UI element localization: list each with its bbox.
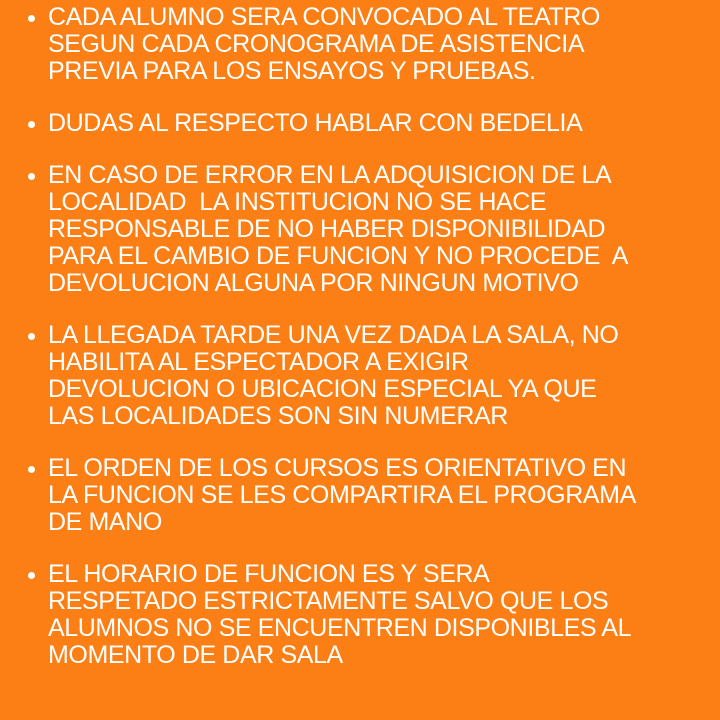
rule-text: EL ORDEN DE LOS CURSOS ES ORIENTATIVO EN LA FUNCION SE LES COMPARTIRA EL PROGRAMA DE MANO: [48, 454, 636, 536]
bullet-icon: [28, 173, 35, 180]
bullet-icon: [28, 15, 35, 22]
rule-item-llegada-tarde: [0, 322, 720, 430]
bullet-icon: [28, 572, 35, 579]
rule-text: CADA ALUMNO SERA CONVOCADO AL TEATRO SEGUN CADA CRONOGRAMA DE ASISTENCIA PREVIA PARA LOS ENSAYOS Y PRUEBAS.: [48, 3, 600, 85]
rule-text: EN CASO DE ERROR EN LA ADQUISICION DE LA LOCALIDAD LA INSTITUCION NO SE HACE RESPONSABLE DE NO HABER DISPONIBILIDAD PARA EL CAMBIO DE FUNCION Y NO PROCEDE A DEVOLUCION ALGUNA POR NINGUN MOTIVO: [48, 161, 629, 297]
rule-item-dudas: [0, 110, 720, 137]
rules-list: [0, 4, 720, 694]
bullet-icon: [28, 466, 35, 473]
bullet-icon: [28, 333, 35, 340]
rule-item-orden-cursos: [0, 455, 720, 536]
rule-text: LA LLEGADA TARDE UNA VEZ DADA LA SALA, NO HABILITA AL ESPECTADOR A EXIGIR DEVOLUCION O UBICACION ESPECIAL YA QUE LAS LOCALIDADES SON SIN NUMERAR: [48, 321, 619, 430]
bullet-icon: [28, 121, 35, 128]
rule-item-error-localidad: [0, 162, 720, 297]
rule-text: EL HORARIO DE FUNCION ES Y SERA RESPETADO ESTRICTAMENTE SALVO QUE LOS ALUMNOS NO SE ENCUENTREN DISPONIBLES AL MOMENTO DE DAR SALA: [48, 560, 632, 669]
rule-item-horario: [0, 561, 720, 669]
rule-item-convocatoria: [0, 4, 720, 85]
rule-text: DUDAS AL RESPECTO HABLAR CON BEDELIA: [48, 109, 583, 137]
